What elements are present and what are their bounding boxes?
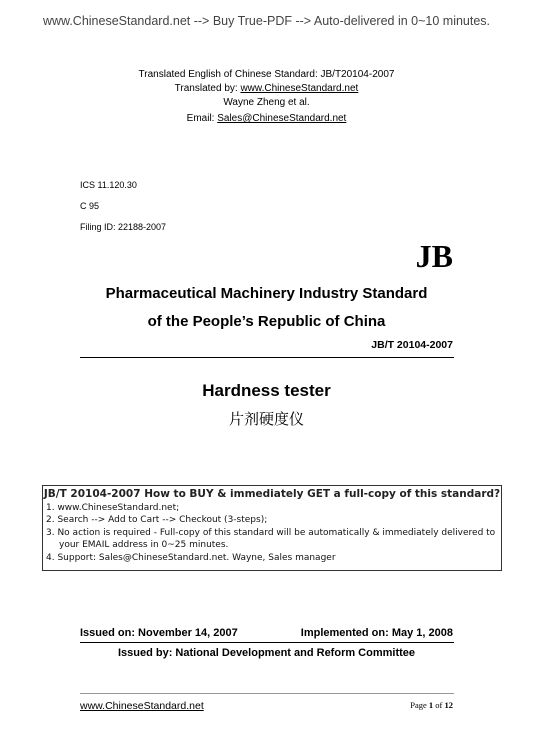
standard-title-line1: Pharmaceutical Machinery Industry Standard: [105, 285, 428, 302]
implemented-date: Implemented on: May 1, 2008: [300, 627, 453, 639]
page-current: 1: [428, 700, 434, 710]
filing-id: Filing ID: 22188-2007: [80, 222, 167, 232]
top-banner[interactable]: www.ChineseStandard.net --> Buy True-PDF --> Auto-delivered in 0~10 minutes.: [42, 14, 491, 28]
buy-step-2: 2. Search --> Add to Cart --> Checkout (3-steps);: [46, 515, 268, 525]
issuer: Issued by: National Development and Reform Committee: [117, 647, 416, 659]
buy-question: JB/T 20104-2007 How to BUY & immediately GET a full-copy of this standard?: [43, 488, 501, 500]
page-label: Page: [410, 700, 429, 710]
page-of: of: [433, 700, 445, 710]
buy-step-4[interactable]: 4. Support: Sales@ChineseStandard.net. Wayne, Sales manager: [46, 552, 336, 563]
document-title: Hardness tester: [202, 381, 331, 400]
translation-header: Translated English of Chinese Standard: JB/T20104-2007: [138, 69, 395, 80]
author-line: Wayne Zheng et al.: [223, 97, 310, 108]
page-total: 12: [444, 700, 453, 710]
email-line: [0, 113, 533, 124]
document-title-chinese: 片剂硬度仪: [228, 410, 304, 428]
translated-by-label: Translated by:: [174, 83, 241, 94]
buy-step-3-continued: your EMAIL address in 0~25 minutes.: [59, 540, 229, 550]
standard-code: JB/T 20104-2007: [371, 339, 453, 351]
classification-code: C 95: [80, 201, 100, 211]
buy-step-3: 3. No action is required - Full-copy of this standard will be automatically & immediately delivered to: [46, 527, 496, 538]
ics-code: ICS 11.120.30: [80, 180, 137, 190]
standard-title-line2: of the People’s Republic of China: [147, 313, 386, 330]
footer-link[interactable]: www.ChineseStandard.net: [80, 700, 204, 712]
translator-link[interactable]: www.ChineseStandard.net: [240, 83, 359, 94]
translated-by-line: [0, 83, 533, 94]
dates-divider: [80, 642, 454, 643]
buy-step-1[interactable]: 1. www.ChineseStandard.net;: [46, 502, 180, 513]
email-link[interactable]: Sales@ChineseStandard.net: [217, 113, 347, 124]
footer-divider: [80, 693, 454, 694]
header-divider: [80, 357, 454, 358]
page-number: [410, 700, 453, 710]
jb-mark: JB: [415, 238, 453, 274]
email-label: Email:: [186, 113, 218, 124]
issued-date: Issued on: November 14, 2007: [80, 627, 238, 639]
buy-info-box: [42, 485, 502, 571]
